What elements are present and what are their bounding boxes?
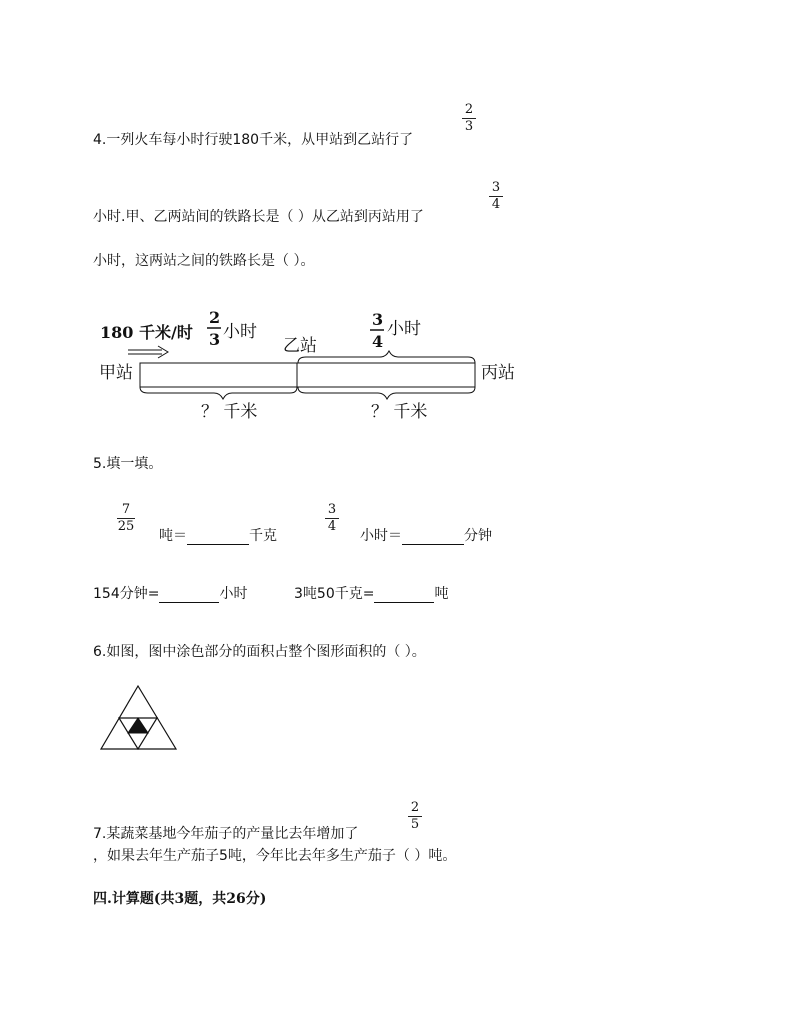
fraction-numerator: 3 xyxy=(327,502,337,517)
q7-line2: ，如果去年生产茄子5吨，今年比去年多生产茄子（ ）吨。 xyxy=(93,848,457,864)
diagram-hours2-label: 小时 xyxy=(387,319,421,339)
q5-item2 xyxy=(360,527,492,545)
q7-fraction xyxy=(408,801,422,832)
diagram-brace-top xyxy=(298,351,475,363)
diagram-distance-2: ？ 千米 xyxy=(371,402,428,422)
fraction-denominator: 4 xyxy=(327,519,337,534)
diagram-frac2-den: 4 xyxy=(372,332,384,351)
diagram-distance-1: ？ 千米 xyxy=(201,402,258,422)
fraction-denominator: 25 xyxy=(117,519,135,534)
section4-title: 四.计算题(共3题，共26分) xyxy=(93,891,267,907)
diagram-station-c: 丙站 xyxy=(481,363,515,383)
q4-line2: 小时.甲、乙两站间的铁路长是（ ）从乙站到丙站用了 xyxy=(93,209,424,225)
q5-item4-prefix: 3吨50千克= xyxy=(294,586,375,602)
q5-item3-prefix: 154分钟= xyxy=(93,586,160,602)
q4-line1: 4.一列火车每小时行驶180千米，从甲站到乙站行了 xyxy=(93,132,414,148)
q5-item1-blank[interactable] xyxy=(187,530,249,545)
q5-item1-unit1: 吨＝ xyxy=(159,528,187,544)
q5-fraction-1 xyxy=(117,503,135,534)
diagram-track xyxy=(140,363,475,387)
fraction-numerator: 7 xyxy=(121,502,131,517)
q5-title: 5.填一填。 xyxy=(93,456,163,472)
q5-item4 xyxy=(294,585,448,603)
fraction-numerator: 3 xyxy=(491,180,501,195)
diagram-frac1-num: 2 xyxy=(209,308,221,327)
fraction-denominator: 5 xyxy=(410,817,420,832)
shaded-triangle xyxy=(128,718,148,733)
q7-line1: 7.某蔬菜基地今年茄子的产量比去年增加了 xyxy=(93,826,359,842)
diagram-hours1-label: 小时 xyxy=(223,322,257,342)
q5-fraction-2 xyxy=(325,503,339,534)
fraction-denominator: 3 xyxy=(464,119,474,134)
q4-line3: 小时，这两站之间的铁路长是（ ）。 xyxy=(93,253,315,269)
q5-item3-blank[interactable] xyxy=(159,588,219,603)
q5-item2-unit1: 小时＝ xyxy=(360,528,402,544)
q6-triangle-figure xyxy=(101,686,176,749)
q5-item2-blank[interactable] xyxy=(402,530,464,545)
q5-item3-suffix: 小时 xyxy=(219,586,248,602)
q6-title: 6.如图，图中涂色部分的面积占整个图形面积的（ ）。 xyxy=(93,644,426,660)
q5-item4-blank[interactable] xyxy=(374,588,434,603)
arrow-icon xyxy=(128,346,168,358)
fraction-numerator: 2 xyxy=(464,102,474,117)
diagram-brace-bottom-1 xyxy=(140,387,297,399)
q5-item4-suffix: 吨 xyxy=(434,586,449,602)
diagram-station-a: 甲站 xyxy=(99,363,133,383)
diagram-station-b: 乙站 xyxy=(283,336,317,356)
diagram-frac1-den: 3 xyxy=(209,330,221,349)
diagram-frac2-num: 3 xyxy=(372,310,384,329)
q5-item1-unit2: 千克 xyxy=(249,528,277,544)
q5-item3 xyxy=(93,585,247,603)
fraction-numerator: 2 xyxy=(410,800,420,815)
q5-item1 xyxy=(159,527,277,545)
diagram-brace-bottom-2 xyxy=(298,387,475,399)
diagram-speed-label: 180 千米/时 xyxy=(100,323,193,342)
q5-item2-unit2: 分钟 xyxy=(464,528,492,544)
fraction-denominator: 4 xyxy=(491,197,501,212)
